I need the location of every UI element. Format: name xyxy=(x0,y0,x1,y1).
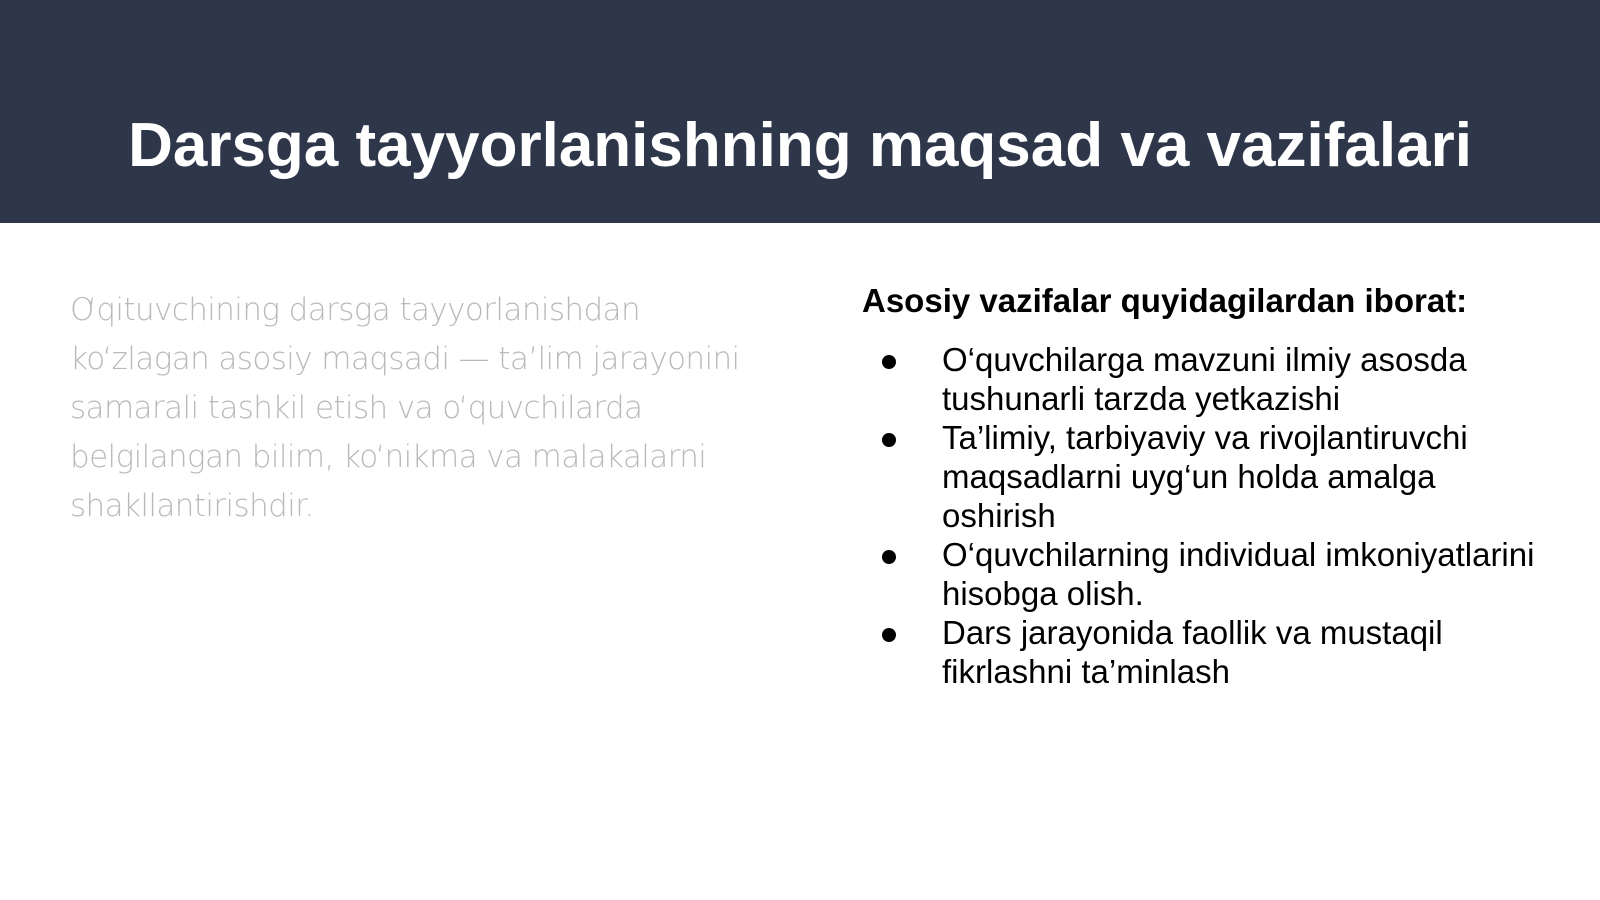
list-item-text: O‘quvchilarga mavzuni ilmiy asosda tushunarli tarzda yetkazishi xyxy=(942,341,1467,417)
list-item xyxy=(942,535,1542,613)
list-item xyxy=(942,340,1542,418)
tasks-list xyxy=(942,340,1542,691)
bullet-icon xyxy=(882,355,896,369)
intro-paragraph: O‘qituvchining darsga tayyorlanishdan ko‘zlagan asosiy maqsadi — ta’lim jarayonini samarali tashkil etish va o‘quvchilarda belgilangan bilim, ko‘nikma va malakalarni shakllantirishdir. xyxy=(70,292,740,524)
list-item xyxy=(942,418,1542,535)
slide-title: Darsga tayyorlanishning maqsad va vazifalari xyxy=(128,111,1472,180)
list-item-text: Ta’limiy, tarbiyaviy va rivojlantiruvchi maqsadlarni uyg‘un holda amalga oshirish xyxy=(942,419,1468,534)
title-banner xyxy=(0,0,1600,223)
bullet-icon xyxy=(882,628,896,642)
list-item-text: O‘quvchilarning individual imkoniyatlarini hisobga olish. xyxy=(942,536,1535,612)
list-item xyxy=(942,613,1542,691)
tasks-heading: Asosiy vazifalar quyidagilardan iborat: xyxy=(862,282,1468,319)
list-item-text: Dars jarayonida faollik va mustaqil fikrlashni ta’minlash xyxy=(942,614,1443,690)
bullet-icon xyxy=(882,550,896,564)
bullet-icon xyxy=(882,433,896,447)
